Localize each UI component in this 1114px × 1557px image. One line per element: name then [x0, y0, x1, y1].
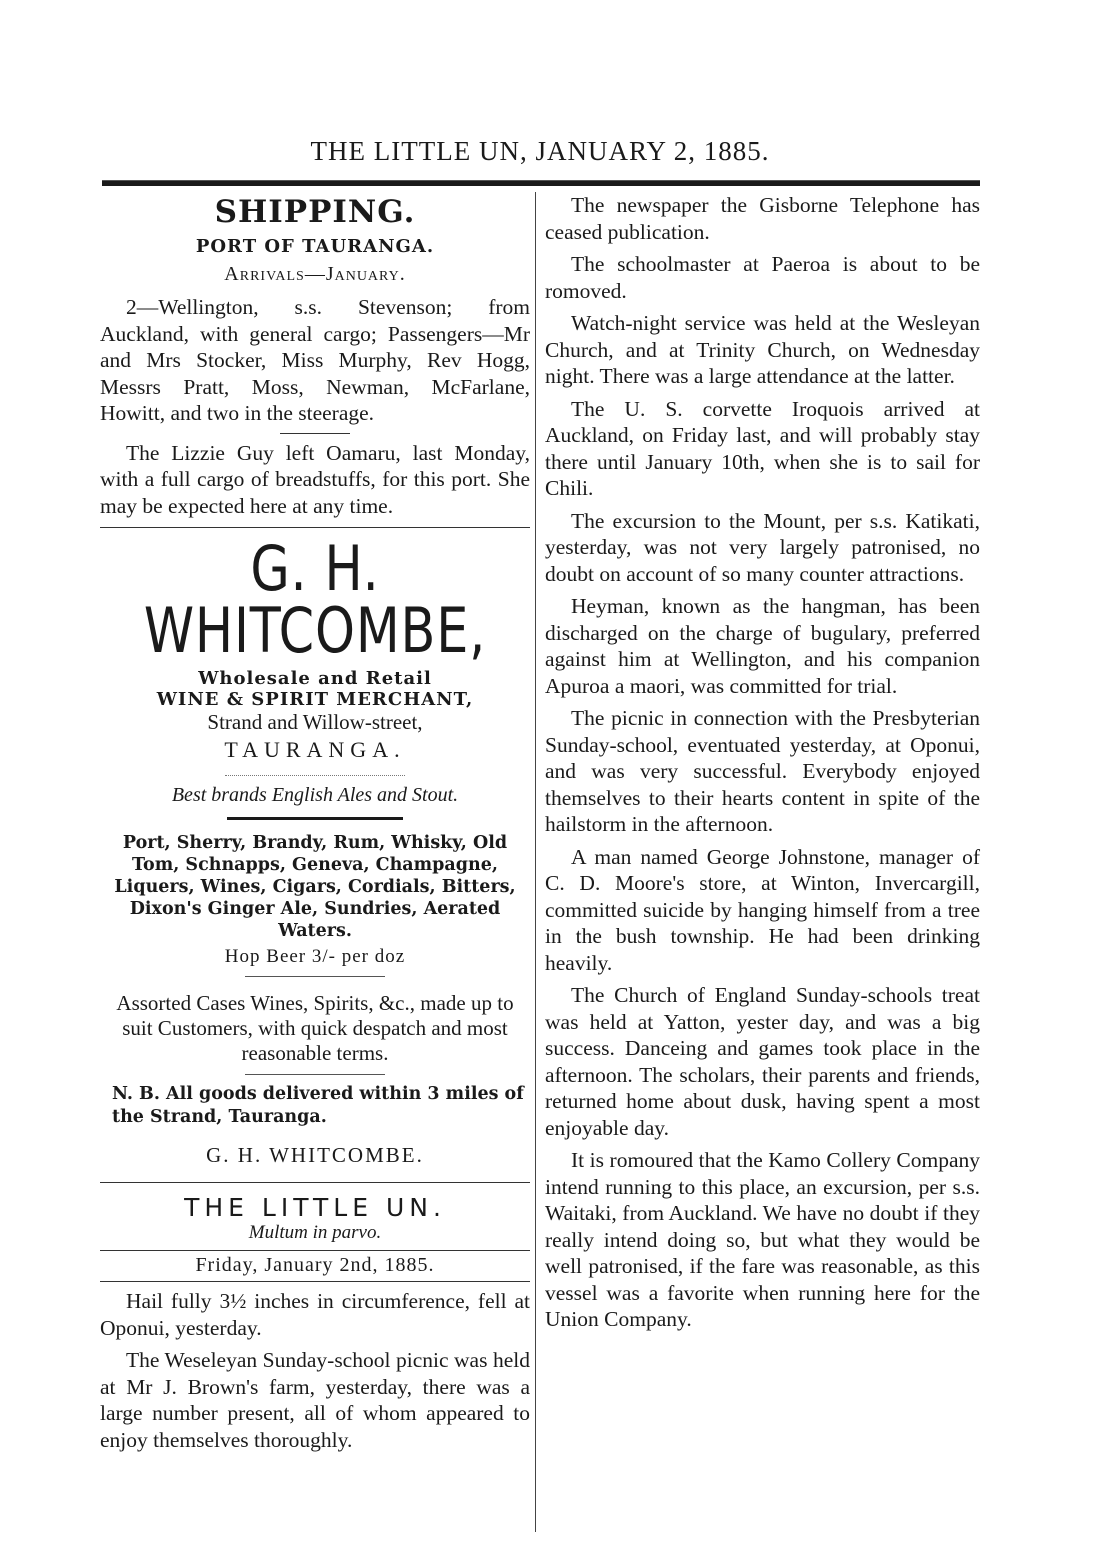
thin-divider: [245, 1074, 385, 1075]
arrivals-heading: Arrivals—January.: [224, 263, 406, 285]
advert-line-address: Strand and Willow-street,: [207, 710, 423, 734]
advert-line-merchant: WINE & SPIRIT MERCHANT,: [156, 689, 474, 710]
advert-town: TAURANGA.: [224, 737, 406, 762]
paper-motto: Multum in parvo.: [248, 1222, 382, 1243]
page-masthead: THE LITTLE UN, JANUARY 2, 1885.: [310, 136, 770, 166]
advert-product-list: Port, Sherry, Brandy, Rum, Whisky, Old Tom, Schnapps, Geneva, Champagne, Liquers, Wines, Cigars, Cordials, Bitters, Dixon's Ginger Ale, Sundries, Aerated Waters.: [114, 833, 516, 941]
advert-delivery-note: N. B. All goods delivered within 3 miles of the Strand, Tauranga.: [112, 1084, 524, 1127]
news-item: Heyman, known as the hangman, has been discharged on the charge of bugulary, preferred against him at Wellington, and his companion Apuroa a maori, was committed for trial.: [545, 594, 980, 698]
right-column: [545, 192, 980, 1339]
news-item: The picnic in connection with the Presbyterian Sunday-school, eventuated yesterday, at Oponui, and was very successful. Everybody enjoyed themselves to their hearts content in spite of the hailstorm in the afternoon.: [545, 706, 980, 836]
news-item: The schoolmaster at Paeroa is about to be romoved.: [545, 252, 980, 303]
paper-title: THE LITTLE UN.: [184, 1193, 446, 1222]
short-divider: [280, 433, 350, 434]
masthead-rule: [102, 180, 980, 186]
left-column: [100, 192, 530, 1459]
lizzie-guy-notice: The Lizzie Guy left Oamaru, last Monday, with a full cargo of breadstuffs, for this port. She may be expected here at any time.: [100, 440, 530, 518]
weseleyan-picnic-notice: The Weseleyan Sunday-school picnic was held at Mr J. Brown's farm, yesterday, there was a large number present, all of whom appeared to enjoy themselves thoroughly.: [100, 1348, 530, 1452]
news-item: A man named George Johnstone, manager of C. D. Moore's store, at Winton, Invercargill, committed suicide by hanging himself from a tree in the bush township. He had been drinking heavily.: [545, 844, 980, 975]
advert-hop-beer: Hop Beer 3/- per doz: [224, 946, 406, 967]
advert-tagline: Best brands English Ales and Stout.: [171, 784, 459, 806]
section-divider: [100, 1182, 530, 1183]
news-item: It is romoured that the Kamo Collery Company intend running to this place, an excursion, per s.s. Waitaki, from Auckland. We have no doubt if they really intend doing so, but what they would be well patronised, if the fare was reasonable, as this vessel was a favorite when running here for the Union Company.: [545, 1148, 980, 1331]
paper-dateline: Friday, January 2nd, 1885.: [100, 1250, 530, 1282]
advert-assorted-cases: Assorted Cases Wines, Spirits, &c., made up to suit Customers, with quick despatch and most reasonable terms.: [116, 991, 514, 1065]
arrival-notice: 2—Wellington, s.s. Stevenson; from Auckland, with general cargo; Passengers—Mr and Mrs Stocker, Miss Murphy, Rev Hogg, Messrs Pratt, Moss, Newman, McFarlane, Howitt, and two in the steerage.: [100, 295, 530, 425]
news-item: The U. S. corvette Iroquois arrived at Auckland, on Friday last, and will probably stay there until January 10th, when she is to sail for Chili.: [545, 396, 980, 500]
news-item: The excursion to the Mount, per s.s. Katikati, yesterday, was not very largely patronised, no doubt on account of so many counter attractions.: [545, 508, 980, 586]
advert-merchant-name: G. H. WHITCOMBE,: [143, 532, 487, 667]
dotted-divider: [225, 775, 405, 776]
advert-line-wholesale: Wholesale and Retail: [198, 668, 432, 689]
port-heading: PORT OF TAURANGA.: [195, 236, 435, 257]
section-divider: [100, 527, 530, 528]
news-item: The Church of England Sunday-schools treat was held at Yatton, yester day, and was a big success. Danceing and games took place in the afternoon. The scholars, their parents and friends, returned home about dusk, having spent a most enjoyable day.: [545, 983, 980, 1140]
advert-signature: G. H. WHITCOMBE.: [206, 1143, 424, 1167]
column-divider: [535, 192, 536, 1532]
news-item: Watch-night service was held at the Wesleyan Church, and at Trinity Church, on Wednesday night. There was a large attendance at the latter.: [545, 311, 980, 388]
thin-divider: [245, 976, 385, 977]
thick-divider: [227, 817, 403, 820]
hail-notice: Hail fully 3½ inches in circumference, fell at Oponui, yesterday.: [100, 1289, 530, 1340]
shipping-heading: SHIPPING.: [214, 194, 416, 230]
news-item: The newspaper the Gisborne Telephone has ceased publication.: [545, 193, 980, 244]
